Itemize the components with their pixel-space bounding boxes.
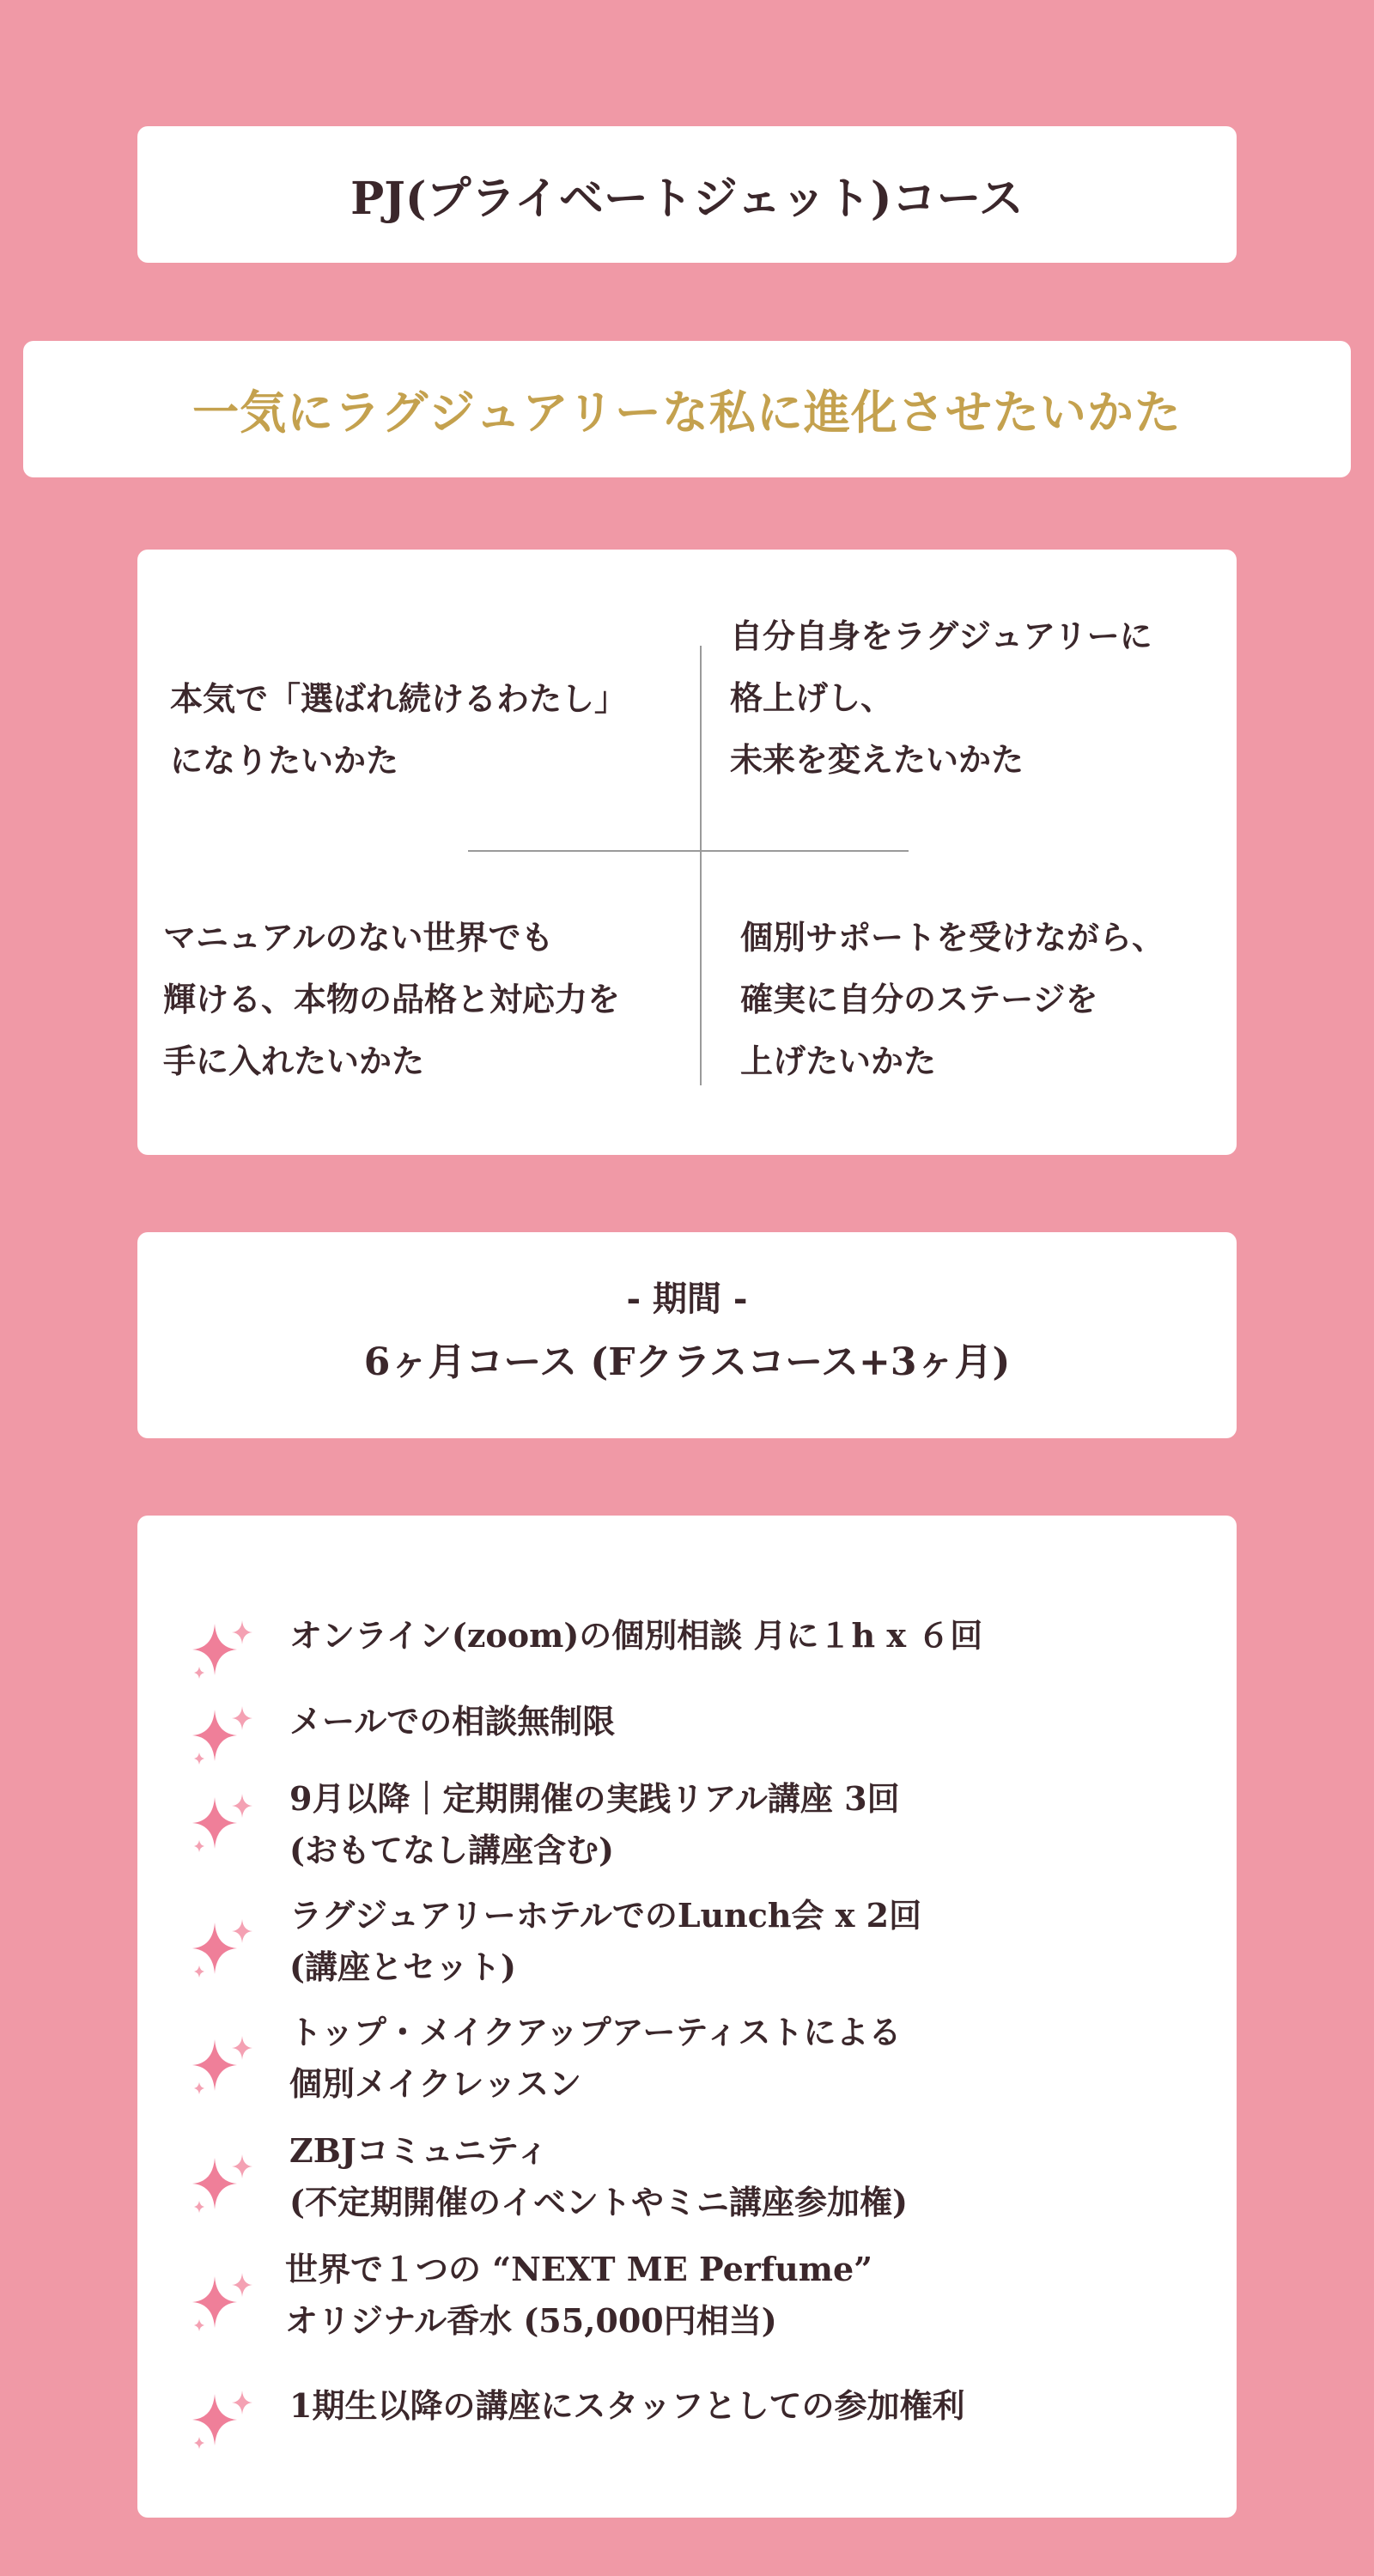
benefit-text xyxy=(289,1890,921,1993)
sparkle-icon xyxy=(189,2031,258,2099)
benefit-text xyxy=(285,2244,872,2347)
course-title-card xyxy=(137,126,1237,263)
target-bottom-right xyxy=(740,907,1164,1092)
benefit-line: 個別メイクレッスン xyxy=(289,2064,582,2103)
benefit-line: 9月以降｜定期開催の実践リアル講座 3回 xyxy=(289,1779,900,1818)
target-line: マニュアルのない世界でも xyxy=(163,918,554,957)
benefit-line: メールでの相談無制限 xyxy=(289,1702,616,1741)
target-top-left xyxy=(170,668,627,792)
benefit-text xyxy=(289,1610,982,1662)
target-line: 確実に自分のステージを xyxy=(740,980,1098,1018)
target-line: になりたいかた xyxy=(170,741,399,780)
period-value: 6ヶ月コース (Fクラスコース+3ヶ月) xyxy=(363,1340,1011,1384)
sparkle-icon xyxy=(189,2385,258,2454)
benefit-text xyxy=(289,2380,964,2432)
benefit-line: 1期生以降の講座にスタッフとしての参加権利 xyxy=(289,2386,965,2425)
tagline: 一気にラグジュアリーな私に進化させたいかた xyxy=(192,385,1182,440)
target-line: 手に入れたいかた xyxy=(163,1042,425,1080)
benefit-line: (講座とセット) xyxy=(289,1947,516,1986)
benefit-item xyxy=(137,2244,1237,2347)
course-title: PJ(プライベートジェット)コース xyxy=(350,173,1024,225)
vertical-divider xyxy=(700,646,702,1085)
benefit-line: (おもてなし講座含む) xyxy=(289,1831,614,1869)
target-line: 未来を変えたいかた xyxy=(730,740,1024,779)
benefit-line: オンライン(zoom)の個別相談 月に１h x ６回 xyxy=(289,1616,983,1655)
target-line: 上げたいかた xyxy=(740,1042,937,1080)
benefit-item xyxy=(137,1890,1237,1993)
target-line: 本気で「選ばれ続けるわたし」 xyxy=(170,679,628,718)
benefit-line: オリジナル香水 (55,000円相当) xyxy=(285,2301,777,2340)
benefit-item xyxy=(137,2125,1237,2228)
benefit-item xyxy=(137,1773,1237,1876)
sparkle-icon xyxy=(189,1615,258,1684)
target-line: 輝ける、本物の品格と対応力を xyxy=(163,980,621,1018)
benefit-line: (不定期開催のイベントやミニ講座参加権) xyxy=(289,2183,908,2221)
target-line: 格上げし、 xyxy=(730,678,894,717)
benefits-card xyxy=(137,1516,1237,2518)
target-line: 個別サポートを受けながら、 xyxy=(740,918,1165,957)
benefit-text xyxy=(289,2125,908,2228)
benefit-line: ラグジュアリーホテルでのLunch会 x 2回 xyxy=(289,1896,922,1935)
sparkle-icon xyxy=(189,1701,258,1770)
benefit-item xyxy=(137,2361,1237,2464)
target-bottom-left xyxy=(163,907,620,1092)
benefit-line: ZBJコミュニティ xyxy=(289,2131,550,2170)
target-audience-card xyxy=(137,550,1237,1155)
period-card xyxy=(137,1232,1237,1438)
sparkle-icon xyxy=(189,2149,258,2218)
benefit-item xyxy=(137,2007,1237,2110)
target-top-right xyxy=(730,605,1152,791)
benefit-text xyxy=(289,2007,902,2110)
horizontal-divider xyxy=(468,850,909,852)
benefit-text xyxy=(289,1773,900,1876)
tagline-card xyxy=(23,341,1351,477)
sparkle-icon xyxy=(189,2268,258,2336)
sparkle-icon xyxy=(189,1914,258,1983)
sparkle-icon xyxy=(189,1789,258,1857)
benefit-line: トップ・メイクアップアーティストによる xyxy=(289,2013,902,2051)
benefit-line: 世界で１つの “NEXT ME Perfume” xyxy=(285,2250,873,2288)
target-line: 自分自身をラグジュアリーに xyxy=(730,617,1152,655)
benefit-text xyxy=(289,1696,615,1747)
period-heading: - 期間 - xyxy=(626,1279,748,1319)
